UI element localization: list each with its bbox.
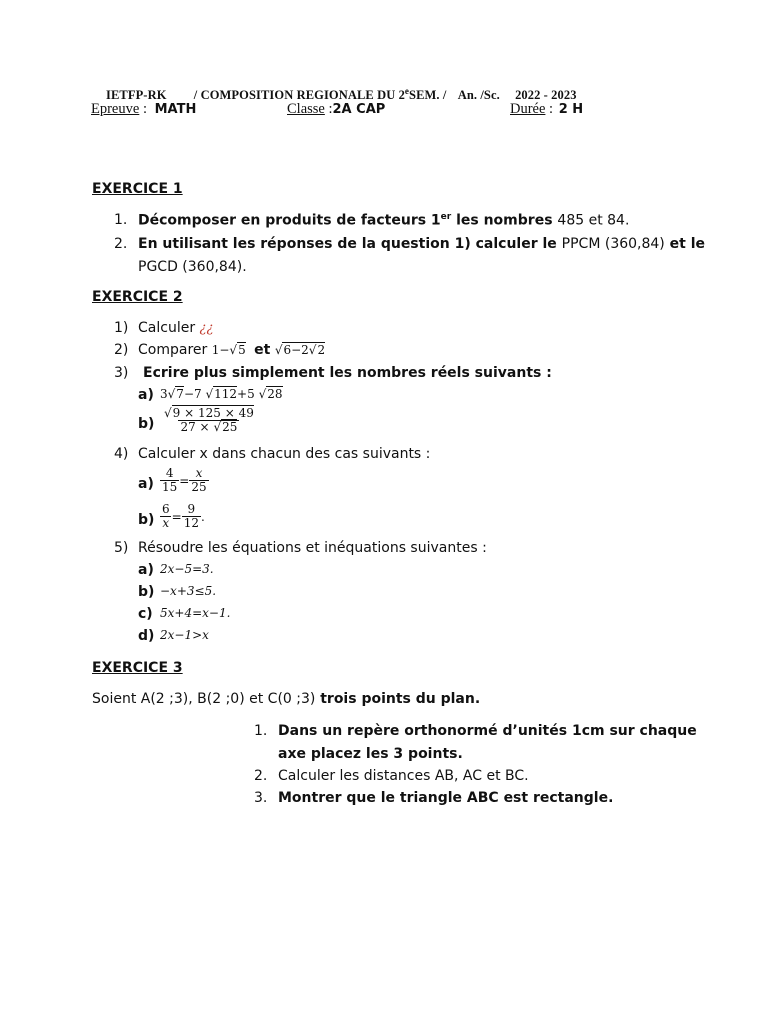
classe-field: Classe :2A CAP — [287, 101, 386, 117]
ex1-q2-number: 2. — [114, 236, 128, 252]
ex2-q5b-label: b) — [138, 584, 155, 600]
ex1-q1-number: 1. — [114, 212, 128, 228]
ex3-q1-text: Dans un repère orthonormé d’unités 1cm sur chaque — [278, 723, 697, 739]
exercise-1-title: EXERCICE 1 — [92, 181, 183, 197]
ex2-q4-text: Calculer x dans chacun des cas suivants : — [138, 446, 431, 462]
ex3-q1-number: 1. — [254, 723, 268, 739]
composition-title: / COMPOSITION REGIONALE DU 2eSEM. / — [193, 86, 447, 103]
ex2-q4b-label: b) — [138, 512, 155, 528]
ex1-q2-text-cont: PGCD (360,84). — [138, 259, 247, 275]
ex2-q1-text: Calculer ¿¿ — [138, 320, 214, 336]
ex2-q5-number: 5) — [114, 540, 129, 556]
ex3-q3-text: Montrer que le triangle ABC est rectangle. — [278, 790, 614, 806]
ex2-q3a-label: a) — [138, 387, 154, 403]
ex2-q3b-fraction: $\frac{√9 \times 125 \times 49}{27 \times √25}$ — [164, 406, 254, 434]
ex2-q4b-equation: $\frac{6}{x}$ = $\frac{9}{12}$ . — [162, 502, 205, 530]
ex2-q3b-label: b) — [138, 416, 155, 432]
ex3-q3-number: 3. — [254, 790, 268, 806]
academic-year-label: An. /Sc. — [457, 88, 500, 103]
ex2-q2-text: Comparer 1−√5 et √6−2√2 — [138, 342, 326, 358]
ex2-q5d-expr: 2x−1>x — [160, 628, 209, 642]
epreuve-field: Epreuve : MATH — [91, 101, 197, 117]
ex2-q1-number: 1) — [114, 320, 129, 336]
duree-field: Durée : 2 H — [510, 101, 584, 117]
ex3-q1-text-cont: axe placez les 3 points. — [278, 746, 463, 762]
exercise-3-title: EXERCICE 3 — [92, 660, 183, 676]
ex2-q4a-equation: $\frac{4}{15}$ = $\frac{x}{25}$ — [162, 466, 207, 494]
ex2-q3-number: 3) — [114, 365, 129, 381]
ex3-q2-number: 2. — [254, 768, 268, 784]
ex2-q5c-label: c) — [138, 606, 153, 622]
ex1-q2-text: En utilisant les réponses de la question 1) calculer le PPCM (360,84) et le — [138, 236, 706, 252]
academic-year: 2022 - 2023 — [515, 88, 577, 103]
exercise-2-title: EXERCICE 2 — [92, 289, 183, 305]
school-name: IETFP-RK — [106, 88, 167, 103]
ex2-q5c-expr: 5x+4=x−1. — [160, 606, 231, 620]
ex2-q5a-expr: 2x−5=3. — [160, 562, 214, 576]
ex2-q5a-label: a) — [138, 562, 154, 578]
ex2-q3a-expr: 3√7−7 √112+5 √28 — [160, 387, 283, 401]
ex3-q2-text: Calculer les distances AB, AC et BC. — [278, 768, 529, 784]
exam-info-row — [91, 101, 691, 121]
ex2-q5b-expr: −x+3≤5. — [160, 584, 217, 598]
ex1-q1-text: Décomposer en produits de facteurs 1er les nombres 485 et 84. — [138, 212, 630, 229]
ex2-q3-text: Ecrire plus simplement les nombres réels suivants : — [143, 365, 552, 381]
ex2-q5-text: Résoudre les équations et inéquations suivantes : — [138, 540, 487, 556]
ex2-q2-number: 2) — [114, 342, 129, 358]
ex3-intro: Soient A(2 ;3), B(2 ;0) et C(0 ;3) trois points du plan. — [92, 691, 481, 707]
ex2-q5d-label: d) — [138, 628, 155, 644]
ex2-q4a-label: a) — [138, 476, 154, 492]
ex2-q4-number: 4) — [114, 446, 129, 462]
